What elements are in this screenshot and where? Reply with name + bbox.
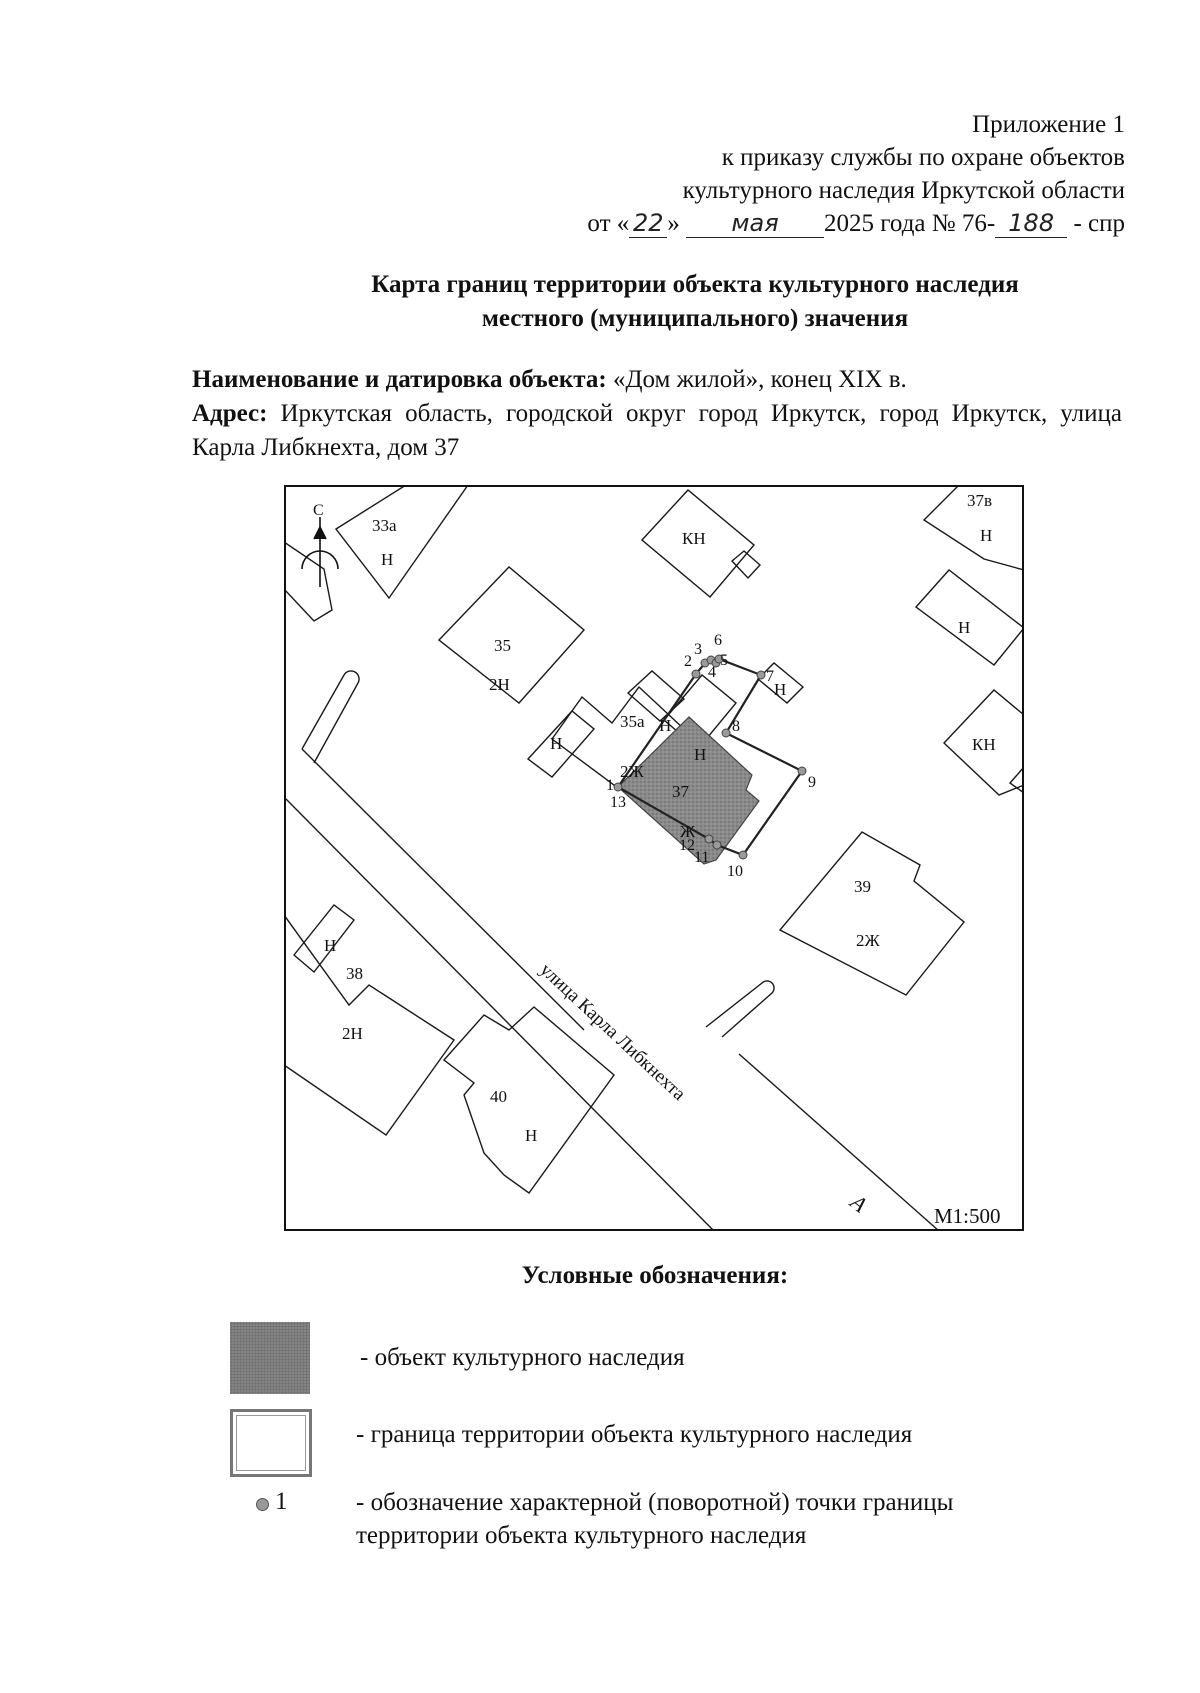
point-label-9: 9 — [808, 774, 816, 791]
label-38-type: 2Н — [342, 1024, 363, 1043]
order-number: 188 — [1008, 209, 1055, 237]
point-label-5: 5 — [720, 652, 728, 669]
building-39 — [780, 832, 964, 995]
label-35-type: 2Н — [489, 675, 510, 694]
header-line-1: Приложение 1 — [972, 111, 1125, 138]
street-road — [284, 671, 939, 1231]
legend-item-boundary: - граница территории объекта культурного наследия — [356, 1421, 913, 1448]
object-name — [192, 363, 1122, 397]
point-label-6: 6 — [714, 632, 722, 649]
label-35a-type: 2Ж — [620, 762, 644, 781]
legend-item-heritage: - объект культурного наследия — [360, 1344, 685, 1371]
point-label-2: 2 — [684, 653, 692, 670]
date-year: 2025 года № 76- — [824, 210, 996, 237]
document-title — [0, 268, 1200, 336]
road-stub-left — [302, 671, 359, 763]
point-label-4: 4 — [708, 664, 716, 681]
object-name-label: Наименование и датировка объекта: — [192, 366, 607, 393]
map-scale: М1:500 — [934, 1204, 1001, 1228]
label-37-num: 37 — [672, 782, 689, 801]
point-label-13: 13 — [610, 794, 626, 811]
label-38-num: 38 — [346, 964, 363, 983]
street-name-label: улица Карла Либкнехта — [535, 959, 690, 1105]
building-33a-remnant — [284, 542, 332, 621]
point-label-10: 10 — [727, 863, 743, 880]
order-suffix: - спр — [1073, 210, 1125, 237]
point-2 — [692, 670, 700, 678]
point-11 — [713, 841, 721, 849]
point-label-7: 7 — [766, 668, 774, 685]
label-35-num: 35 — [494, 636, 511, 655]
date-day: 22 — [633, 209, 664, 237]
road-stub-right — [706, 981, 774, 1037]
building-40 — [444, 1007, 614, 1193]
point-9 — [798, 767, 806, 775]
label-39-num: 39 — [854, 877, 871, 896]
point-10 — [739, 851, 747, 859]
legend-item-point-line1: - обозначение характерной (поворотной) точки границы — [356, 1489, 954, 1516]
order-header — [587, 108, 1125, 240]
point-label-8: 8 — [732, 718, 740, 735]
road-letter-a: А — [845, 1189, 872, 1218]
building-38 — [284, 915, 454, 1135]
building-35 — [439, 567, 584, 703]
legend-item-point — [356, 1486, 953, 1552]
legend-item-point-line2: территории объекта культурного наследия — [356, 1522, 807, 1549]
boundary-map — [284, 485, 1024, 1231]
label-40-num: 40 — [490, 1087, 507, 1106]
legend-title: Условные обозначения: — [521, 1262, 789, 1289]
label-kn-right: КН — [972, 735, 996, 754]
header-date-line — [587, 207, 1125, 240]
label-37v-num: 37в — [967, 491, 993, 510]
label-40-type: Н — [525, 1126, 538, 1145]
header-line-2: к приказу службы по охране объектов — [721, 144, 1125, 171]
title-line-2: местного (муниципального) значения — [481, 305, 909, 332]
building-33a — [336, 485, 468, 598]
point-12 — [705, 835, 713, 843]
title-line-1: Карта границ территории объекта культурного наследия — [371, 271, 1019, 298]
label-kn-top: КН — [682, 529, 706, 548]
point-7 — [757, 671, 765, 679]
date-mid: » — [667, 210, 680, 237]
label-33a-type: Н — [381, 550, 394, 569]
heritage-object-swatch — [230, 1322, 310, 1394]
address-label: Адрес: — [192, 400, 268, 427]
boundary-swatch — [230, 1409, 312, 1477]
north-arrow-icon — [302, 517, 338, 587]
object-name-value: «Дом жилой», конец XIX в. — [612, 366, 907, 393]
point-label-12: 12 — [679, 837, 695, 854]
north-label: С — [313, 502, 324, 519]
date-month: мая — [731, 209, 779, 237]
point-label-11: 11 — [694, 849, 710, 866]
address-value: Иркутская область, городской округ город Иркутск, город Иркутск, улица Карла Либкнехта, дом 37 — [192, 400, 1123, 461]
label-37v-type: Н — [980, 526, 993, 545]
point-label-1: 1 — [606, 777, 614, 794]
label-37-type: Ж — [680, 822, 696, 841]
point-1 — [614, 783, 622, 791]
label-mid-n: Н — [694, 745, 707, 764]
label-35a-num: 35а — [620, 712, 645, 731]
label-38-annex: Н — [324, 936, 337, 955]
label-right-n: Н — [958, 618, 971, 637]
label-33a-num: 33а — [372, 516, 397, 535]
legend-point-number: 1 — [275, 1488, 288, 1515]
object-address — [192, 397, 1122, 465]
point-8 — [722, 729, 730, 737]
header-line-3: культурного наследия Иркутской области — [682, 177, 1125, 204]
boundary-point-icon — [256, 1498, 269, 1511]
label-39-type: 2Ж — [856, 931, 880, 950]
date-prefix: от « — [587, 210, 630, 237]
label-35a-left: Н — [550, 734, 563, 753]
label-35a-right: Н — [659, 716, 672, 735]
map-frame — [285, 486, 1023, 1230]
point-label-3: 3 — [694, 641, 702, 658]
label-small-n: Н — [774, 680, 787, 699]
